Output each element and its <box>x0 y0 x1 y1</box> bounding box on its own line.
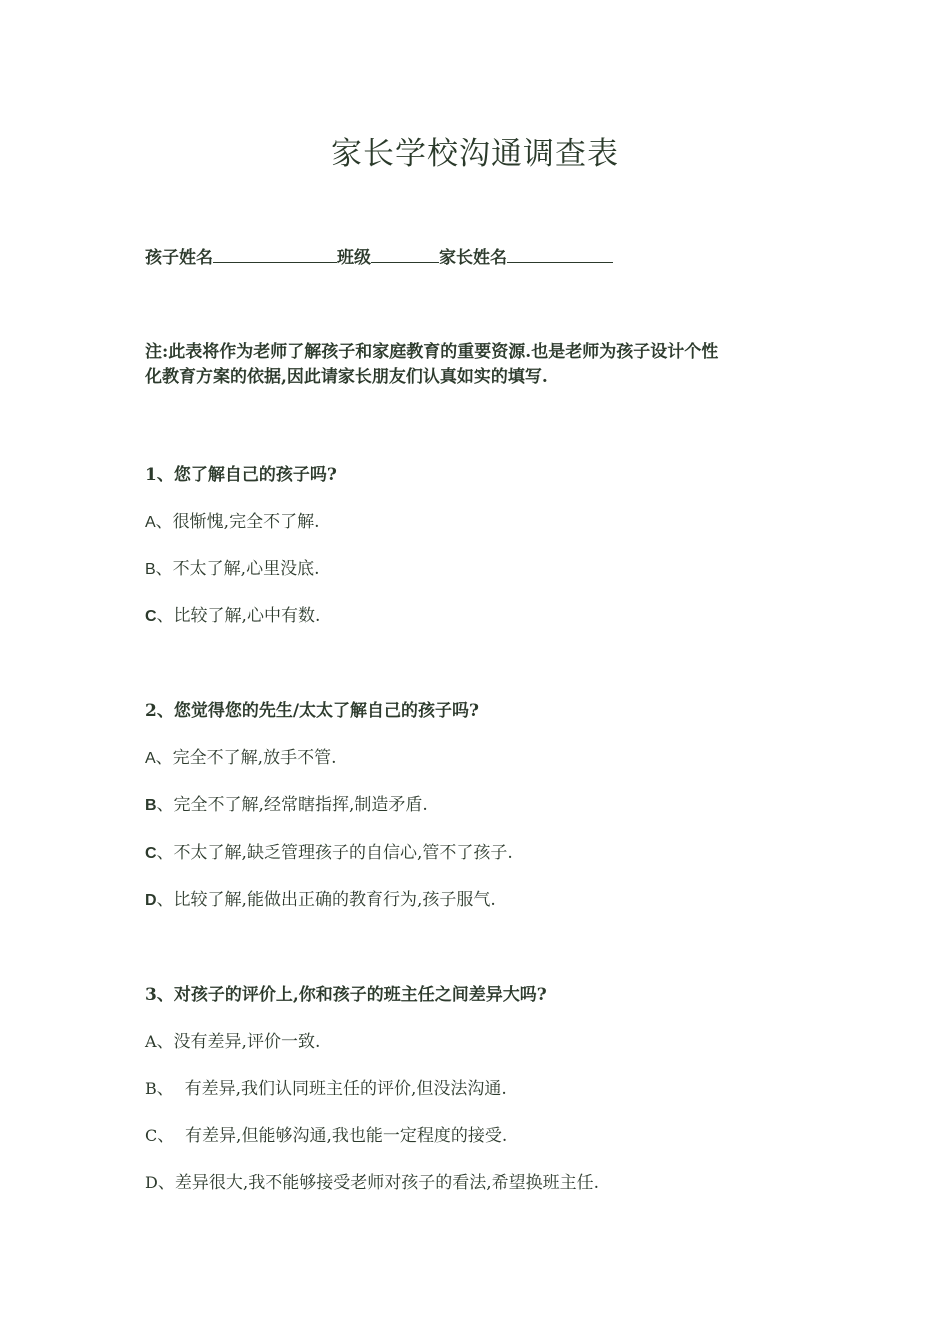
question-2: 2、您觉得您的先生/太太了解自己的孩子吗? <box>145 701 479 721</box>
question-3-option-d <box>145 1168 599 1193</box>
question-1-option-a <box>145 507 319 532</box>
option-text: 、差异很大,我不能够接受老师对孩子的看法,希望换班主任. <box>157 1173 600 1193</box>
option-letter: B <box>145 797 157 814</box>
class-label: 班级 <box>337 248 371 268</box>
parent-name-label: 家长姓名 <box>439 248 507 268</box>
option-text: 、很惭愧,完全不了解. <box>155 512 320 532</box>
question-3-option-c <box>145 1121 507 1146</box>
option-text: 、完全不了解,放手不管. <box>155 748 337 768</box>
option-letter: B <box>145 561 156 578</box>
question-1-option-c <box>145 601 320 626</box>
class-blank <box>371 244 439 263</box>
question-2-option-d <box>145 885 496 910</box>
question-2-option-c <box>145 838 513 863</box>
question-3-option-a <box>145 1027 320 1052</box>
option-text: 、 有差异,我们认同班主任的评价,但没法沟通. <box>156 1079 507 1099</box>
question-3-option-b <box>145 1074 507 1099</box>
option-letter: D <box>145 892 157 909</box>
option-text: 、 有差异,但能够沟通,我也能一定程度的接受. <box>157 1126 508 1146</box>
option-letter: C <box>145 608 157 625</box>
option-text: 、比较了解,心中有数. <box>156 606 321 626</box>
option-text: 、不太了解,缺乏管理孩子的自信心,管不了孩子. <box>156 843 513 863</box>
question-2-option-b <box>145 790 428 815</box>
option-letter: A <box>145 1032 157 1051</box>
option-letter: A <box>145 750 156 767</box>
option-letter: C <box>145 845 157 862</box>
note-line: 化教育方案的依据,因此请家长朋友们认真如实的填写. <box>145 367 548 387</box>
page-title: 家长学校沟通调查表 <box>331 136 619 172</box>
info-line <box>145 243 613 268</box>
question-3: 3、对孩子的评价上,你和孩子的班主任之间差异大吗? <box>145 985 547 1005</box>
question-1-option-b <box>145 554 319 579</box>
option-letter: D <box>145 1173 158 1192</box>
question-2-option-a <box>145 743 336 768</box>
child-name-label: 孩子姓名 <box>145 248 213 268</box>
option-text: 、不太了解,心里没底. <box>155 559 320 579</box>
option-text: 、没有差异,评价一致. <box>156 1032 321 1052</box>
option-letter: A <box>145 514 156 531</box>
option-text: 、比较了解,能做出正确的教育行为,孩子服气. <box>156 890 496 910</box>
child-name-blank <box>213 244 337 263</box>
note-line: 注:此表将作为老师了解孩子和家庭教育的重要资源.也是老师为孩子设计个性 <box>145 342 719 362</box>
parent-name-blank <box>507 244 613 263</box>
option-text: 、完全不了解,经常瞎指挥,制造矛盾. <box>156 795 428 815</box>
option-letter: B <box>145 1079 157 1098</box>
note-paragraph <box>145 340 815 390</box>
question-1: 1、您了解自己的孩子吗? <box>145 465 337 485</box>
option-letter: C <box>145 1126 158 1145</box>
